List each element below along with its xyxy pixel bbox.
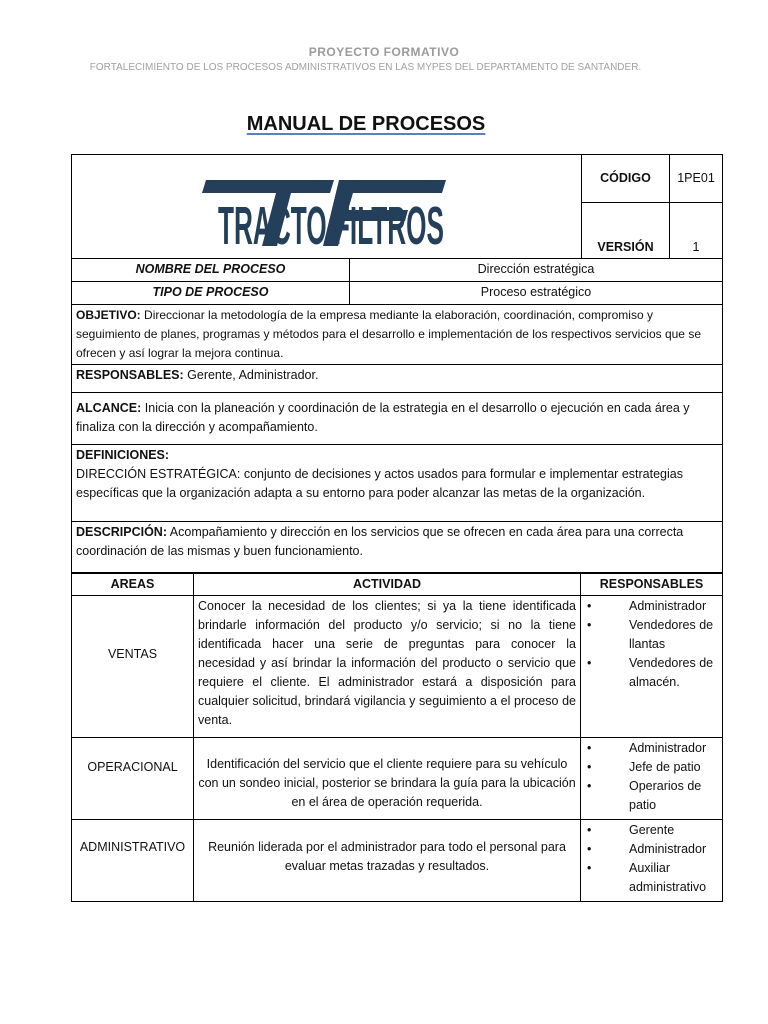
responsable-item bbox=[585, 777, 718, 815]
bullet-icon: • bbox=[587, 861, 592, 875]
responsables-label: RESPONSABLES: bbox=[76, 368, 184, 382]
responsables-text: Gerente, Administrador. bbox=[187, 368, 319, 382]
objetivo-label: OBJETIVO: bbox=[76, 308, 141, 322]
bullet-icon: • bbox=[587, 741, 592, 755]
definiciones-label: DEFINICIONES: bbox=[76, 448, 170, 462]
table-row bbox=[72, 596, 723, 738]
bullet-icon: • bbox=[587, 779, 592, 793]
project-subtitle: FORTALECIMIENTO DE LOS PROCESOS ADMINISTRATIVOS EN LAS MYPES DEL DEPARTAMENTO DE SANTANDER. bbox=[89, 62, 642, 73]
area-activity: Identificación del servicio que el cliente requiere para su vehículo con un sondeo inicial, posterior se brindara la guía para la ubicación en el área de operación requerida. bbox=[194, 738, 581, 820]
objetivo-section bbox=[72, 305, 723, 365]
tipo-proceso-value: Proceso estratégico bbox=[350, 282, 723, 305]
responsable-item bbox=[585, 758, 718, 777]
objetivo-text: Direccionar la metodología de la empresa mediante la elaboración, coordinación, compromiso y seguimiento de planes, programas y métodos para el desarrollo e implementación de los respectivos servicios que se ofrecen y así lograr la mejora continua. bbox=[76, 308, 701, 360]
document-title: MANUAL DE PROCESOS bbox=[246, 113, 486, 135]
areas-table bbox=[71, 573, 723, 902]
nombre-proceso-label: NOMBRE DEL PROCESO bbox=[72, 259, 350, 282]
bullet-icon: • bbox=[587, 618, 592, 632]
area-name: VENTAS bbox=[72, 596, 194, 738]
bullet-icon: • bbox=[587, 823, 592, 837]
responsable-item bbox=[585, 739, 718, 758]
responsable-item bbox=[585, 840, 718, 859]
codigo-label: CÓDIGO bbox=[582, 155, 670, 203]
responsable-text: Administrador bbox=[629, 842, 707, 856]
responsable-text: Vendedores de llantas bbox=[629, 618, 714, 651]
responsable-text: Jefe de patio bbox=[629, 760, 701, 774]
area-activity: Conocer la necesidad de los clientes; si ya la tiene identificada brindarle información del producto y/o servicio; si no la tiene identificada hacer una serie de preguntas para conocer la necesidad y así brindar la información del producto o servicio que requiere el cliente. El administrador estará a disposición para cualquier solicitud, brindará vigilancia y seguimiento a el proceso de venta. bbox=[194, 596, 581, 738]
definiciones-text: DIRECCIÓN ESTRATÉGICA: conjunto de decisiones y actos usados para formular e implementar estrategias específicas que la organización adapta a su entorno para poder alcanzar las metas de la organización. bbox=[76, 467, 683, 500]
definiciones-section bbox=[72, 445, 723, 522]
responsable-item bbox=[585, 821, 718, 840]
areas-header: AREAS bbox=[72, 574, 194, 596]
responsable-item bbox=[585, 654, 718, 692]
bullet-icon: • bbox=[587, 656, 592, 670]
project-header: PROYECTO FORMATIVO bbox=[308, 45, 460, 59]
area-responsables bbox=[581, 738, 723, 820]
tractofiltros-logo bbox=[72, 155, 582, 258]
responsables-section bbox=[72, 365, 723, 393]
actividad-header: ACTIVIDAD bbox=[194, 574, 581, 596]
alcance-section bbox=[72, 393, 723, 445]
alcance-label: ALCANCE: bbox=[76, 401, 142, 415]
version-label: VERSIÓN bbox=[582, 203, 670, 259]
area-activity: Reunión liderada por el administrador para todo el personal para evaluar metas trazadas y resultados. bbox=[194, 820, 581, 902]
responsable-text: Vendedores de almacén. bbox=[629, 656, 714, 689]
bullet-icon: • bbox=[587, 842, 592, 856]
responsable-text: Operarios de patio bbox=[629, 779, 702, 812]
table-row bbox=[72, 738, 723, 820]
responsable-text: Administrador bbox=[629, 599, 707, 613]
responsable-text: Auxiliar administrativo bbox=[629, 861, 707, 894]
alcance-text: Inicia con la planeación y coordinación de la estrategia en el desarrollo o ejecución en cada área y finaliza con la dirección y acompañamiento. bbox=[76, 401, 690, 434]
version-value: 1 bbox=[670, 203, 723, 259]
nombre-proceso-value: Dirección estratégica bbox=[350, 259, 723, 282]
logo-cell bbox=[72, 155, 582, 259]
process-info-table bbox=[71, 154, 723, 573]
responsables-header: RESPONSABLES bbox=[581, 574, 723, 596]
area-name: ADMINISTRATIVO bbox=[72, 820, 194, 902]
descripcion-text: Acompañamiento y dirección en los servicios que se ofrecen en cada área para una correcta coordinación de las mismas y buen funcionamiento. bbox=[76, 525, 684, 558]
responsable-text: Administrador bbox=[629, 741, 707, 755]
responsable-text: Gerente bbox=[629, 823, 675, 837]
logo-text: TRACTO FILTROS bbox=[218, 196, 444, 256]
bullet-icon: • bbox=[587, 599, 592, 613]
area-responsables bbox=[581, 820, 723, 902]
descripcion-section bbox=[72, 522, 723, 573]
bullet-icon: • bbox=[587, 760, 592, 774]
area-name: OPERACIONAL bbox=[72, 738, 194, 820]
codigo-value: 1PE01 bbox=[670, 155, 723, 203]
descripcion-label: DESCRIPCIÓN: bbox=[76, 525, 167, 539]
area-responsables bbox=[581, 596, 723, 738]
tipo-proceso-label: TIPO DE PROCESO bbox=[72, 282, 350, 305]
responsable-item bbox=[585, 616, 718, 654]
responsable-item bbox=[585, 597, 718, 616]
responsable-item bbox=[585, 859, 718, 897]
table-row bbox=[72, 820, 723, 902]
